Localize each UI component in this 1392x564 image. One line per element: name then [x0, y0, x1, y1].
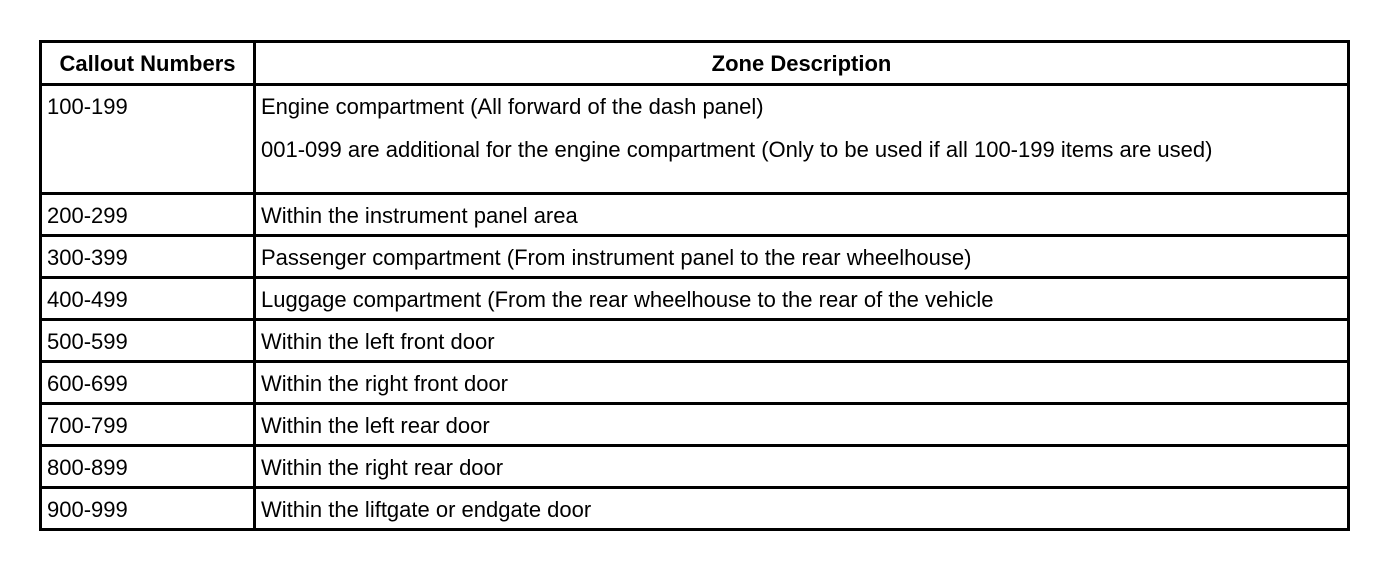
description-cell: Within the left rear door	[255, 404, 1349, 446]
table-row	[41, 194, 1349, 236]
table-row	[41, 404, 1349, 446]
description-cell: Within the instrument panel area	[255, 194, 1349, 236]
table-row	[41, 488, 1349, 530]
table-row	[41, 236, 1349, 278]
callout-cell: 600-699	[41, 362, 255, 404]
callout-cell: 200-299	[41, 194, 255, 236]
table-row	[41, 362, 1349, 404]
description-cell: Passenger compartment (From instrument panel to the rear wheelhouse)	[255, 236, 1349, 278]
description-text: Engine compartment (All forward of the dash panel)	[261, 94, 764, 119]
description-cell: Within the right rear door	[255, 446, 1349, 488]
description-cell: Within the right front door	[255, 362, 1349, 404]
callout-cell: 900-999	[41, 488, 255, 530]
table-header-row	[41, 42, 1349, 85]
description-cell	[255, 85, 1349, 194]
header-zone-description: Zone Description	[255, 42, 1349, 85]
table-row	[41, 320, 1349, 362]
table-row	[41, 446, 1349, 488]
callout-cell: 700-799	[41, 404, 255, 446]
description-cell: Luggage compartment (From the rear wheelhouse to the rear of the vehicle	[255, 278, 1349, 320]
callout-cell: 500-599	[41, 320, 255, 362]
header-callout-numbers: Callout Numbers	[41, 42, 255, 85]
callout-cell: 300-399	[41, 236, 255, 278]
table-row	[41, 278, 1349, 320]
description-note: 001-099 are additional for the engine compartment (Only to be used if all 100-199 items are used)	[261, 137, 1213, 162]
callout-cell: 100-199	[41, 85, 255, 194]
description-cell: Within the liftgate or endgate door	[255, 488, 1349, 530]
description-cell: Within the left front door	[255, 320, 1349, 362]
table-row	[41, 85, 1349, 194]
zone-table	[39, 40, 1350, 531]
callout-cell: 800-899	[41, 446, 255, 488]
callout-cell: 400-499	[41, 278, 255, 320]
